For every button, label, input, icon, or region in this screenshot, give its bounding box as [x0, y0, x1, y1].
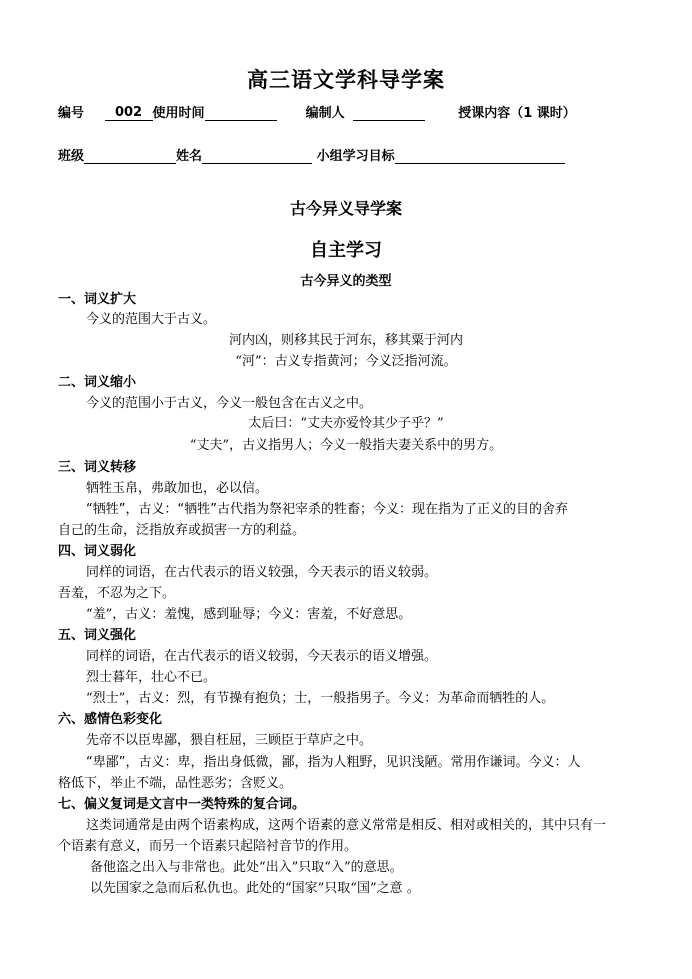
info-row-1 [58, 102, 576, 121]
example-s7-1: 备他盗之出入与非常也。此处“出入”只取“入”的意思。 [90, 860, 403, 875]
class-label: 班级 [58, 149, 85, 164]
code-field [105, 105, 153, 121]
desc-s4: 同样的词语，在古代表示的语义较强，今天表示的语义较弱。 [86, 565, 438, 580]
code-value: 002 [114, 105, 143, 120]
goal-field [395, 148, 565, 164]
note-s3-line1: “牺牲”，古义：“牺牲”古代指为祭祀宰杀的牲畜；今义：现在指为了正义的目的舍弃 [86, 502, 568, 517]
example-s4: 吾羞，不忍为之下。 [58, 586, 176, 601]
section-heading: 自主学习 [310, 240, 382, 261]
heading-s6: 六、感情色彩变化 [58, 712, 163, 727]
note-s5: “烈士”，古义：烈，有节操有抱负；士，一般指男子。今义：为革命而牺牲的人。 [86, 691, 555, 706]
note-s6-line1: “卑鄙”，古义：卑，指出身低微，鄙，指为人粗野，见识浅陋。常用作谦词。今义：人 [86, 755, 581, 770]
desc-s7-line2: 个语素有意义，而另一个语素只起陪衬音节的作用。 [58, 839, 358, 854]
time-field [205, 105, 277, 121]
example-s2: 太后曰：“丈夫亦爱怜其少子乎？” [248, 416, 444, 431]
heading-s1: 一、词义扩大 [58, 292, 137, 307]
note-s2: “丈夫”，古义指男人；今义一般指夫妻关系中的男方。 [189, 438, 503, 453]
heading-s4: 四、词义弱化 [58, 544, 137, 559]
example-s6: 先帝不以臣卑鄙，猥自枉屈，三顾臣于草庐之中。 [86, 733, 373, 748]
note-s1: “河”：古义专指黄河；今义泛指河流。 [235, 354, 457, 369]
desc-s1: 今义的范围大于古义。 [86, 312, 217, 327]
heading-s5: 五、词义强化 [58, 628, 137, 643]
name-label: 姓名 [176, 149, 203, 164]
name-field [202, 148, 312, 164]
example-s5: 烈士暮年，壮心不已。 [86, 670, 217, 685]
content-label: 授课内容（1 课时） [458, 106, 576, 121]
heading-s2: 二、词义缩小 [58, 375, 137, 390]
subtitle: 古今异义导学案 [289, 199, 402, 218]
info-row-2 [58, 145, 565, 164]
time-label: 使用时间 [152, 106, 205, 121]
heading-s7: 七、偏义复词是文言中一类特殊的复合词。 [58, 797, 306, 812]
example-s1: 河内凶，则移其民于河东，移其粟于河内 [228, 333, 463, 348]
note-s6-line2: 格低下，举止不端，品性恶劣；含贬义。 [58, 776, 293, 791]
example-s3: 牺牲玉帛，弗敢加也，必以信。 [86, 481, 269, 496]
code-label: 编号 [58, 106, 85, 121]
class-field [84, 148, 176, 164]
editor-label: 编制人 [305, 106, 345, 121]
goal-label: 小组学习目标 [316, 149, 395, 164]
example-s7-2: 以先国家之急而后私仇也。此处的“国家”只取“国”之意 。 [90, 881, 420, 896]
types-title: 古今异义的类型 [300, 274, 392, 289]
doc-title: 高三语文学科导学案 [247, 67, 445, 92]
desc-s2: 今义的范围小于古义，今义一般包含在古义之中。 [86, 396, 373, 411]
note-s4: “羞”，古义：羞愧，感到耻辱；今义：害羞，不好意思。 [86, 607, 412, 622]
editor-field [353, 105, 425, 121]
desc-s7-line1: 这类词通常是由两个语素构成，这两个语素的意义常常是相反、相对或相关的，其中只有一 [86, 818, 607, 833]
desc-s5: 同样的词语，在古代表示的语义较弱，今天表示的语义增强。 [86, 649, 438, 664]
note-s3-line2: 自己的生命，泛指放弃或损害一方的利益。 [58, 523, 306, 538]
heading-s3: 三、词义转移 [58, 460, 137, 475]
